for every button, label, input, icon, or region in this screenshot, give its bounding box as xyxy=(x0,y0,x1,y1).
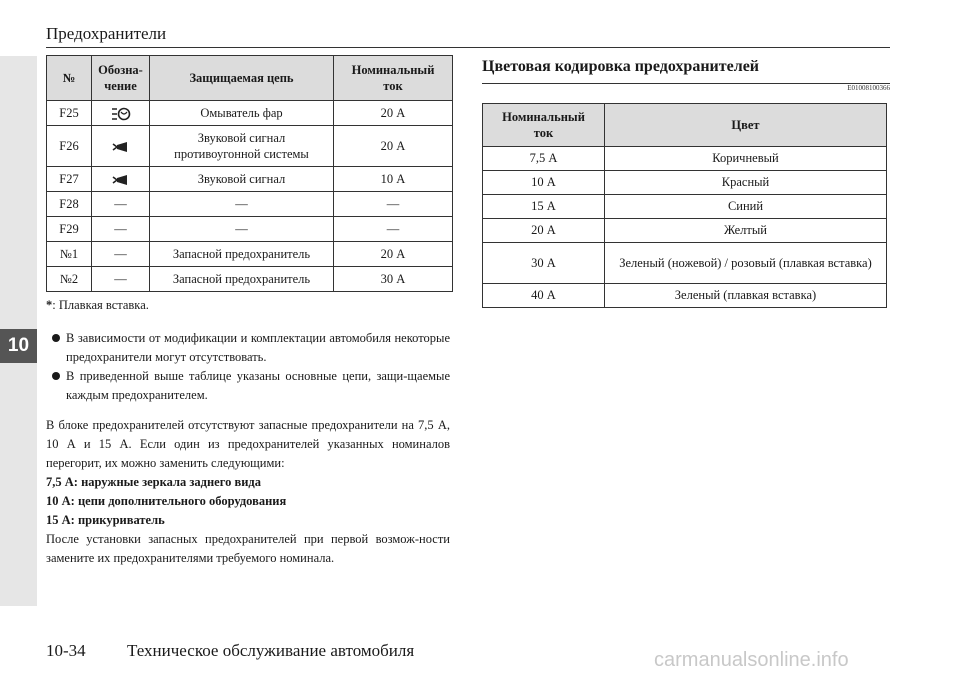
header-symbol: Обозна- чение xyxy=(92,56,150,101)
spare-fuse-text xyxy=(46,416,450,568)
running-title: Предохранители xyxy=(46,24,167,43)
paragraph: В блоке предохранителей отсутствуют запасные предохранители на 7,5 А, 10 А и 15 А. Если один из предохранителей указанных номиналов перегорит, их можно заменить следующими: xyxy=(46,418,450,470)
table-row xyxy=(47,267,453,292)
fuse-rating: 30 А xyxy=(483,243,605,284)
page-number: 10-34 xyxy=(46,641,86,660)
table-row xyxy=(483,195,887,219)
table-row xyxy=(47,192,453,217)
table-row xyxy=(483,171,887,195)
chapter-tab: 10 xyxy=(0,329,37,363)
header-rating: Номинальный ток xyxy=(483,104,605,147)
fuse-rating: 20 А xyxy=(334,126,453,167)
header-rule xyxy=(46,47,890,48)
page-caption: Техническое обслуживание автомобиля xyxy=(127,641,415,660)
color-table-header xyxy=(483,104,887,147)
fuse-rating: — xyxy=(334,192,453,217)
footnote-mark: * xyxy=(46,298,53,312)
spare-item: 7,5 А: наружные зеркала заднего вида xyxy=(46,475,261,489)
header-circuit: Защищаемая цепь xyxy=(150,56,334,101)
note-text: В зависимости от модификации и комплектации автомобиля некоторые предохранители могут отсутствовать. xyxy=(66,331,450,364)
paragraph: После установки запасных предохранителей при первой возмож-ности замените их предохранителями требуемого номинала. xyxy=(46,532,450,565)
bullet-icon xyxy=(52,372,60,380)
table-row xyxy=(47,242,453,267)
header-rating: Номинальный ток xyxy=(334,56,453,101)
spare-item: 15 А: прикуриватель xyxy=(46,513,165,527)
table-row xyxy=(47,101,453,126)
washer-icon xyxy=(92,101,150,126)
fuse-number: F28 xyxy=(47,192,92,217)
fuse-symbol: — xyxy=(92,217,150,242)
header-number: № xyxy=(47,56,92,101)
fuse-color: Синий xyxy=(605,195,887,219)
fuse-rating: 20 А xyxy=(334,242,453,267)
fuse-rating: 15 А xyxy=(483,195,605,219)
fuse-color: Коричневый xyxy=(605,147,887,171)
color-code-table xyxy=(482,103,887,308)
table-row xyxy=(47,126,453,167)
header-color: Цвет xyxy=(605,104,887,147)
fuse-symbol: — xyxy=(92,192,150,217)
fuse-number: №1 xyxy=(47,242,92,267)
fuse-number: F25 xyxy=(47,101,92,126)
footnote xyxy=(46,298,149,313)
fuse-circuit: — xyxy=(150,192,334,217)
fuse-rating: 30 А xyxy=(334,267,453,292)
fuse-rating: 40 А xyxy=(483,284,605,308)
fuse-symbol: — xyxy=(92,267,150,292)
fuse-table xyxy=(46,55,453,292)
fuse-number: F27 xyxy=(47,167,92,192)
fuse-rating: 10 А xyxy=(334,167,453,192)
table-row xyxy=(483,147,887,171)
fuse-rating: 10 А xyxy=(483,171,605,195)
fuse-number: №2 xyxy=(47,267,92,292)
horn-icon xyxy=(92,126,150,167)
note-text: В приведенной выше таблице указаны основные цепи, защи-щаемые каждым предохранителем. xyxy=(66,369,450,402)
fuse-circuit: Омыватель фар xyxy=(150,101,334,126)
fuse-table-header xyxy=(47,56,453,101)
fuse-symbol: — xyxy=(92,242,150,267)
notes-list xyxy=(50,329,450,405)
fuse-circuit: Запасной предохранитель xyxy=(150,242,334,267)
fuse-color: Зеленый (плавкая вставка) xyxy=(605,284,887,308)
fuse-rating: 7,5 А xyxy=(483,147,605,171)
fuse-number: F29 xyxy=(47,217,92,242)
table-row xyxy=(47,217,453,242)
table-row xyxy=(483,243,887,284)
list-item xyxy=(50,367,450,405)
fuse-color: Красный xyxy=(605,171,887,195)
fuse-circuit: Звуковой сигнал xyxy=(150,167,334,192)
table-row xyxy=(483,219,887,243)
fuse-color: Зеленый (ножевой) / розовый (плавкая вставка) xyxy=(605,243,887,284)
fuse-rating: 20 А xyxy=(483,219,605,243)
fuse-circuit: Звуковой сигнал противоугонной системы xyxy=(150,126,334,167)
watermark: carmanualsonline.info xyxy=(654,649,849,671)
fuse-circuit: — xyxy=(150,217,334,242)
spare-item: 10 А: цепи дополнительного оборудования xyxy=(46,494,287,508)
table-row xyxy=(483,284,887,308)
fuse-color: Желтый xyxy=(605,219,887,243)
footnote-text: : Плавкая вставка. xyxy=(52,298,149,312)
fuse-number: F26 xyxy=(47,126,92,167)
horn-icon xyxy=(92,167,150,192)
table-row xyxy=(47,167,453,192)
reference-code: E01008100366 xyxy=(847,84,890,92)
list-item xyxy=(50,329,450,367)
fuse-rating: — xyxy=(334,217,453,242)
fuse-rating: 20 А xyxy=(334,101,453,126)
bullet-icon xyxy=(52,334,60,342)
section-title: Цветовая кодировка предохранителей xyxy=(482,58,760,75)
fuse-circuit: Запасной предохранитель xyxy=(150,267,334,292)
